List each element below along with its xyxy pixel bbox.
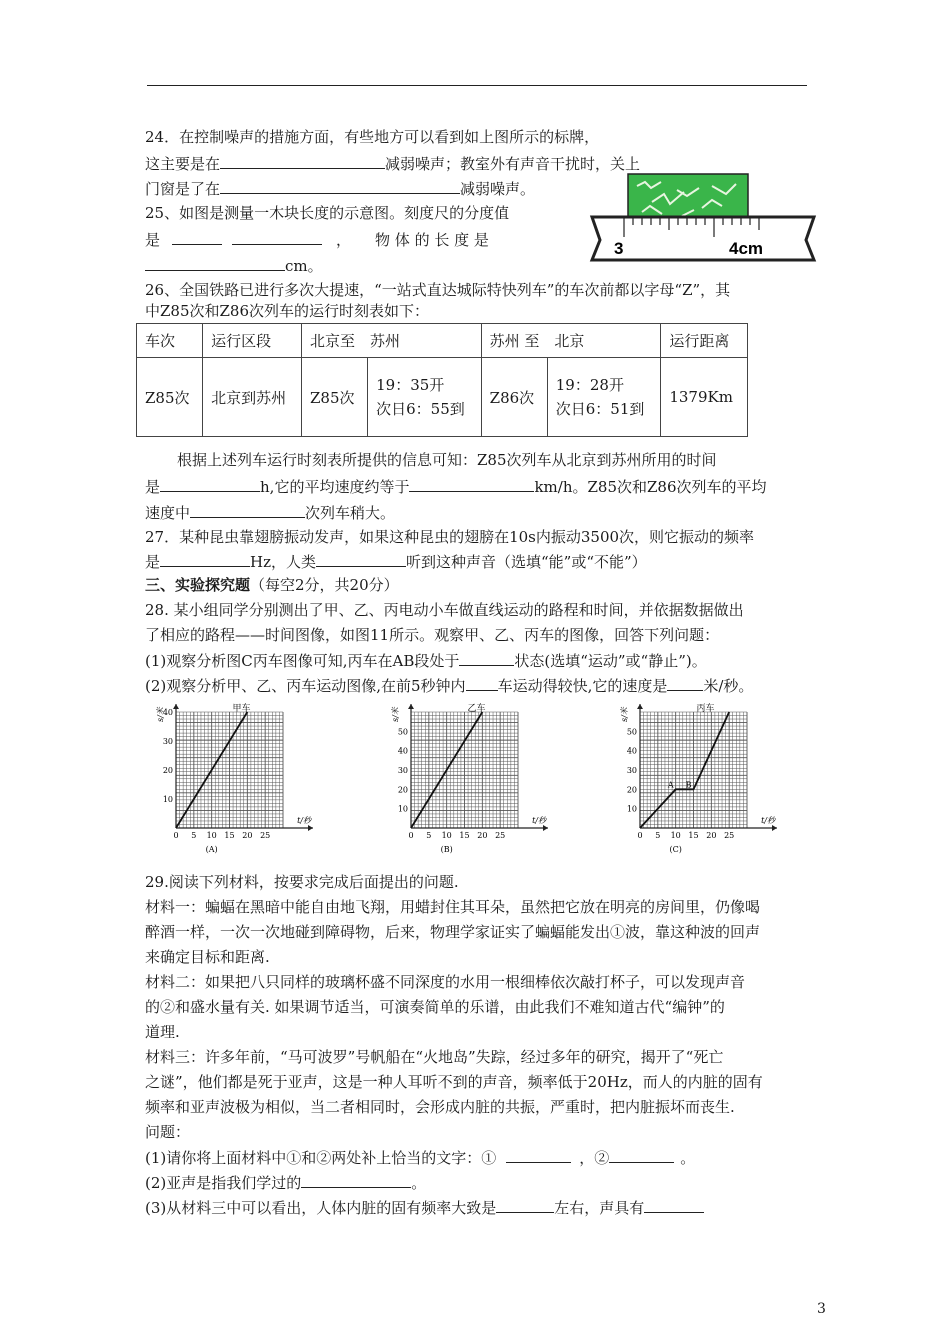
q29-m3c: 频率和亚声波极为相似，当二者相同时，会形成内脏的共振，严重时，把内脏振坏而丧生. bbox=[145, 1098, 735, 1116]
timetable-row bbox=[137, 358, 748, 437]
q29-text: (2)亚声是指我们学过的 bbox=[145, 1174, 302, 1192]
q27-text: Hz，人类 bbox=[250, 553, 316, 571]
ruler-figure bbox=[582, 172, 824, 264]
y-tick-label: 50 bbox=[397, 727, 408, 737]
td-t1: Z85次 bbox=[302, 358, 368, 437]
q27-text: 听到这种声音（选填“能”或“不能”） bbox=[406, 553, 647, 571]
q27-blank-can[interactable] bbox=[316, 551, 406, 567]
th-bj-sz: 北京至 苏州 bbox=[302, 324, 482, 358]
q24-text: 门窗是了在 bbox=[145, 180, 221, 198]
q25-text: ， bbox=[336, 231, 352, 249]
q28-text: (2)观察分析甲、乙、丙车运动图像,在前5秒钟内 bbox=[145, 677, 466, 695]
x-tick-label: 15 bbox=[688, 831, 699, 840]
x-tick-label: 20 bbox=[242, 831, 253, 840]
th-section: 运行区段 bbox=[203, 324, 302, 358]
chart-caption: (C) bbox=[669, 845, 682, 854]
q28-text: 状态(选填“运动”或“静止”)。 bbox=[514, 652, 707, 670]
q27-blank-hz[interactable] bbox=[160, 551, 250, 567]
q25-line3 bbox=[145, 255, 323, 276]
q27-line2 bbox=[145, 551, 647, 572]
q26-blank-time[interactable] bbox=[160, 476, 260, 492]
q26-text: 次列车稍大。 bbox=[305, 504, 396, 522]
q28-blank-state[interactable] bbox=[459, 650, 514, 666]
y-axis-arrow bbox=[637, 704, 643, 709]
x-tick-label: 0 bbox=[408, 831, 414, 840]
grid bbox=[411, 712, 518, 828]
td-t2-times bbox=[547, 358, 661, 437]
q29-m2c: 道理. bbox=[145, 1023, 180, 1041]
x-tick-label: 10 bbox=[206, 831, 217, 840]
y-axis-label: s/米 bbox=[156, 707, 165, 722]
y-tick-label: 30 bbox=[397, 766, 408, 775]
section3-title: 三、实验探究题 bbox=[145, 576, 251, 594]
section3-heading bbox=[145, 575, 399, 595]
y-tick-label: 20 bbox=[162, 766, 173, 775]
t1-arrive: 次日6：55到 bbox=[376, 400, 465, 418]
th-distance: 运行距离 bbox=[661, 324, 748, 358]
q28-line3 bbox=[145, 650, 707, 671]
q25-text: 物 体 的 长 度 是 bbox=[375, 231, 489, 249]
q29-blank-5[interactable] bbox=[644, 1197, 704, 1213]
q29-m2b: 的②和盛水量有关. 如果调节适当，可演奏简单的乐谱，由此我们不难知道古代“编钟”的 bbox=[145, 998, 725, 1016]
y-tick-label: 20 bbox=[626, 785, 637, 795]
y-tick-label: 30 bbox=[626, 766, 637, 775]
q25-blank-1b[interactable] bbox=[232, 229, 322, 245]
td-t2: Z86次 bbox=[481, 358, 547, 437]
q26-para1: 根据上述列车运行时刻表所提供的信息可知：Z85次列车从北京到苏州所用的时间 bbox=[177, 451, 717, 469]
q29-m1c: 来确定目标和距离. bbox=[145, 948, 270, 966]
td-t1-times bbox=[368, 358, 482, 437]
q26-text: km/h。Z85次和Z86次列车的平均 bbox=[534, 478, 767, 496]
x-tick-label: 25 bbox=[724, 831, 735, 840]
q28-line1: 28. 某小组同学分别测出了甲、乙、丙电动小车做直线运动的路程和时间，并依据数据做出 bbox=[145, 601, 744, 619]
q29-blank-1[interactable] bbox=[506, 1147, 571, 1163]
x-tick-label: 5 bbox=[655, 831, 661, 840]
td-train: Z85次 bbox=[137, 358, 203, 437]
q24-line3 bbox=[145, 178, 535, 199]
q25-blank-2[interactable] bbox=[145, 255, 285, 271]
x-axis-label: t/秒 bbox=[761, 816, 775, 825]
chart-title: 丙车 bbox=[696, 704, 715, 714]
y-tick-label: 10 bbox=[397, 804, 408, 814]
q28-blank-car[interactable] bbox=[466, 675, 498, 691]
timetable bbox=[136, 323, 748, 437]
q26-line2: 中Z85次和Z86次列车的运行时刻表如下： bbox=[145, 302, 430, 320]
q29-sub2 bbox=[145, 1172, 426, 1193]
t2-depart: 19：28开 bbox=[555, 376, 624, 394]
q25-blank-1a[interactable] bbox=[172, 229, 222, 245]
x-tick-label: 0 bbox=[637, 831, 643, 840]
ruler-body bbox=[592, 217, 814, 260]
y-tick-label: 40 bbox=[397, 746, 408, 756]
y-axis-arrow bbox=[408, 704, 414, 709]
header-rule bbox=[147, 85, 807, 86]
q29-blank-3[interactable] bbox=[301, 1172, 411, 1188]
q25-text: 是 bbox=[145, 231, 161, 249]
x-tick-label: 20 bbox=[477, 831, 488, 840]
point-label: B bbox=[685, 780, 692, 790]
q26-text: h,它的平均速度约等于 bbox=[260, 478, 410, 496]
ruler-label-3: 3 bbox=[614, 239, 624, 258]
q24-line2 bbox=[145, 153, 640, 174]
timetable-header-row bbox=[137, 324, 748, 358]
x-axis-arrow bbox=[772, 825, 777, 831]
q24-text: 减弱噪声。 bbox=[460, 180, 536, 198]
y-tick-label: 40 bbox=[162, 708, 173, 717]
x-tick-label: 10 bbox=[441, 831, 452, 840]
point-label: A bbox=[667, 780, 674, 790]
q26-para3 bbox=[145, 502, 395, 523]
y-tick-label: 10 bbox=[162, 795, 173, 804]
x-axis-label: t/秒 bbox=[532, 816, 546, 825]
y-tick-label: 20 bbox=[397, 785, 408, 795]
q24-text: 减弱噪声；教室外有声音干扰时，关上 bbox=[385, 155, 641, 173]
page-number: 3 bbox=[817, 1301, 826, 1317]
q24-blank-1[interactable] bbox=[220, 153, 385, 169]
t1-depart: 19：35开 bbox=[376, 376, 445, 394]
x-tick-label: 25 bbox=[495, 831, 506, 840]
y-tick-label: 40 bbox=[626, 746, 637, 756]
q29-text: (1)请你将上面材料中①和②两处补上恰当的文字：① bbox=[145, 1149, 497, 1167]
th-sz-bj: 苏州 至 北京 bbox=[481, 324, 661, 358]
y-axis-label: s/米 bbox=[391, 707, 400, 722]
q26-blank-speed[interactable] bbox=[409, 476, 534, 492]
q29-sub3 bbox=[145, 1197, 704, 1218]
q28-text: (1)观察分析图C丙车图像可知,丙车在AB段处于 bbox=[145, 652, 460, 670]
q29-text: (3)从材料三中可以看出，人体内脏的固有频率大致是 bbox=[145, 1199, 497, 1217]
q26-line1: 26、全国铁路已进行多次大提速，“一站式直达城际特快列车”的车次前都以字母“Z”，其 bbox=[145, 281, 731, 299]
q29-text: 。 bbox=[680, 1149, 696, 1167]
x-tick-label: 25 bbox=[260, 831, 271, 840]
x-tick-label: 0 bbox=[173, 831, 179, 840]
chart-title: 乙车 bbox=[467, 704, 486, 714]
q29-sub1 bbox=[145, 1147, 695, 1168]
q27-line1: 27．某种昆虫靠翅膀振动发声，如果这种昆虫的翅膀在10s内振动3500次，则它振动的频率 bbox=[145, 528, 755, 546]
q28-line4 bbox=[145, 675, 753, 696]
x-axis-arrow bbox=[543, 825, 548, 831]
x-tick-label: 10 bbox=[670, 831, 681, 840]
y-axis-label: s/米 bbox=[620, 707, 629, 722]
x-tick-label: 15 bbox=[224, 831, 235, 840]
q26-para2 bbox=[145, 476, 767, 497]
q25-text: cm。 bbox=[285, 257, 323, 275]
q29-m1b: 醉酒一样，一次一次地碰到障碍物，后来，物理学家证实了蝙蝠能发出①波，靠这种波的回声 bbox=[145, 923, 761, 941]
section3-note: （每空2分，共20分） bbox=[250, 576, 399, 594]
q29-question: 问题： bbox=[145, 1123, 191, 1141]
q24-line1: 24．在控制噪声的措施方面，有些地方可以看到如上图所示的标牌， bbox=[145, 128, 600, 146]
chart-caption: (A) bbox=[205, 845, 218, 854]
x-tick-label: 5 bbox=[191, 831, 197, 840]
q24-text: 这主要是在 bbox=[145, 155, 221, 173]
q27-text: 是 bbox=[145, 553, 161, 571]
q25-line2 bbox=[145, 229, 489, 250]
x-axis-label: t/秒 bbox=[297, 816, 311, 825]
chart-yi bbox=[393, 702, 578, 852]
q29-text: 。 bbox=[411, 1174, 427, 1192]
q26-text: 是 bbox=[145, 478, 161, 496]
y-axis-arrow bbox=[173, 704, 179, 709]
x-tick-label: 15 bbox=[459, 831, 470, 840]
q26-blank-train[interactable] bbox=[190, 502, 305, 518]
q29-m2a: 材料二：如果把八只同样的玻璃杯盛不同深度的水用一根细棒依次敲打杯子，可以发现声音 bbox=[145, 973, 746, 991]
q29-blank-2[interactable] bbox=[609, 1147, 674, 1163]
x-tick-label: 20 bbox=[706, 831, 717, 840]
q28-text: 车运动得较快,它的速度是 bbox=[497, 677, 668, 695]
chart-title: 甲车 bbox=[232, 704, 251, 714]
q29-m1a: 材料一：蝙蝠在黑暗中能自由地飞翔，用蜡封住其耳朵，虽然把它放在明亮的房间里，仍像喝 bbox=[145, 898, 761, 916]
chart-bing bbox=[622, 702, 807, 852]
q28-text: 米/秒。 bbox=[703, 677, 754, 695]
q24-blank-2[interactable] bbox=[220, 178, 460, 194]
q29-line1: 29.阅读下列材料，按要求完成后面提出的问题. bbox=[145, 873, 459, 891]
y-tick-label: 30 bbox=[162, 737, 173, 746]
grid bbox=[176, 712, 283, 828]
q28-line2: 了相应的路程——时间图像，如图11所示。观察甲、乙、丙车的图像，回答下列问题： bbox=[145, 626, 720, 644]
x-tick-label: 5 bbox=[426, 831, 432, 840]
y-tick-label: 50 bbox=[626, 727, 637, 737]
q29-m3a: 材料三：许多年前，“马可波罗”号帆船在“火地岛”失踪，经过多年的研究，揭开了“死亡 bbox=[145, 1048, 724, 1066]
q29-text: ，② bbox=[579, 1149, 610, 1167]
q29-m3b: 之谜”，他们都是死于亚声，这是一种人耳听不到的声音，频率低于20Hz，而人的内脏的固有 bbox=[145, 1073, 763, 1091]
x-axis-arrow bbox=[308, 825, 313, 831]
th-train: 车次 bbox=[137, 324, 203, 358]
q26-text: 速度中 bbox=[145, 504, 191, 522]
t2-arrive: 次日6：51到 bbox=[555, 400, 645, 418]
q25-line1: 25、如图是测量一木块长度的示意图。刻度尺的分度值 bbox=[145, 204, 510, 222]
td-section: 北京到苏州 bbox=[203, 358, 302, 437]
y-tick-label: 10 bbox=[626, 804, 637, 814]
chart-caption: (B) bbox=[440, 845, 453, 854]
q29-blank-4[interactable] bbox=[496, 1197, 554, 1213]
ruler-label-4cm: 4cm bbox=[729, 239, 764, 258]
q28-blank-speed[interactable] bbox=[667, 675, 703, 691]
td-distance: 1379Km bbox=[661, 358, 748, 437]
chart-jia bbox=[158, 702, 343, 852]
q29-text: 左右，声具有 bbox=[554, 1199, 645, 1217]
